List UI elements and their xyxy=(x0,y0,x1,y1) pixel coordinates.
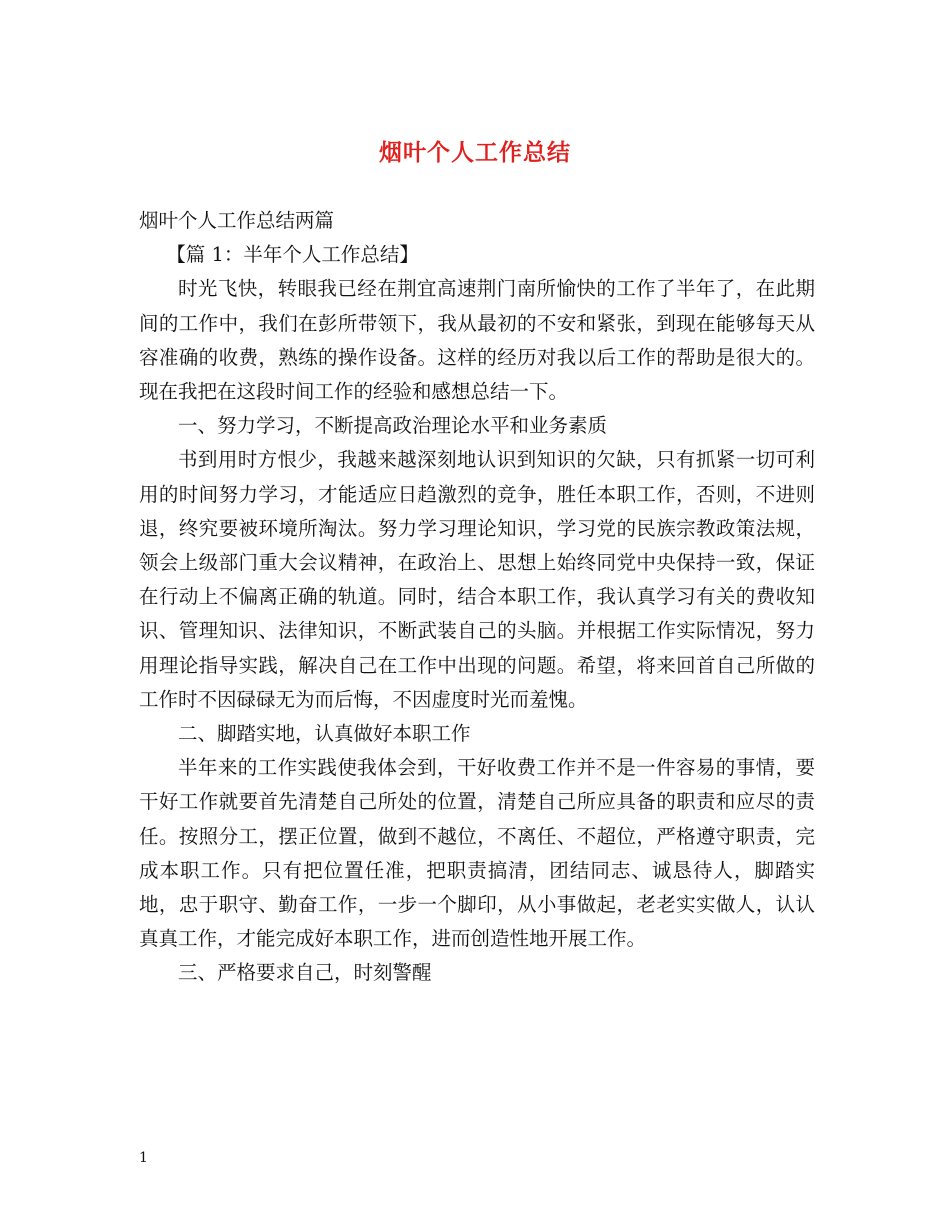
body-paragraph: 时光飞快，转眼我已经在荆宜高速荆门南所愉快的工作了半年了，在此期间的工作中，我们在彭所带领下，我从最初的不安和紧张，到现在能够每天从容准确的收费，熟练的操作设备。这样的经历对我以后工作的帮助是很大的。现在我把在这段时间工作的经验和感想总结一下。 xyxy=(139,277,815,404)
section-heading-3: 三、严格要求自己，时刻警醒 xyxy=(178,961,432,985)
body-paragraph: 书到用时方恨少，我越来越深刻地认识到知识的欠缺，只有抓紧一切可利用的时间努力学习，才能适应日趋激烈的竞争，胜任本职工作，否则，不进则退，终究要被环境所淘汰。努力学习理论知识，学习党的民族宗教政策法规，领会上级部门重大会议精神，在政治上、思想上始终同党中央保持一致，保证在行动上不偏离正确的轨道。同时，结合本职工作，我认真学习有关的费收知识、管理知识、法律知识，不断武装自己的头脑。并根据工作实际情况，努力用理论指导实践，解决自己在工作中出现的问题。希望，将来回首自己所做的工作时不因碌碌无为而后悔，不因虚度时光而羞愧。 xyxy=(139,448,815,711)
page-number: 1 xyxy=(139,1150,148,1166)
subtitle-paragraph: 烟叶个人工作总结两篇 xyxy=(139,209,335,232)
document-body xyxy=(139,204,815,991)
document-title: 烟叶个人工作总结 xyxy=(379,139,571,166)
section-heading-part1: 【篇 1：半年个人工作总结】 xyxy=(166,243,419,267)
section-heading-1: 一、努力学习，不断提高政治理论水平和业务素质 xyxy=(178,414,608,438)
body-paragraph: 半年来的工作实践使我体会到，干好收费工作并不是一件容易的事情，要干好工作就要首先清楚自己所处的位置，清楚自己所应具备的职责和应尽的责任。按照分工，摆正位置，做到不越位，不离任、不超位，严格遵守职责，完成本职工作。只有把位置任准，把职责搞清，团结同志、诚恳待人，脚踏实地，忠于职守、勤奋工作，一步一个脚印，从小事做起，老老实实做人，认认真真工作，才能完成好本职工作，进而创造性地开展工作。 xyxy=(139,756,815,951)
section-heading-2: 二、脚踏实地，认真做好本职工作 xyxy=(178,722,471,746)
